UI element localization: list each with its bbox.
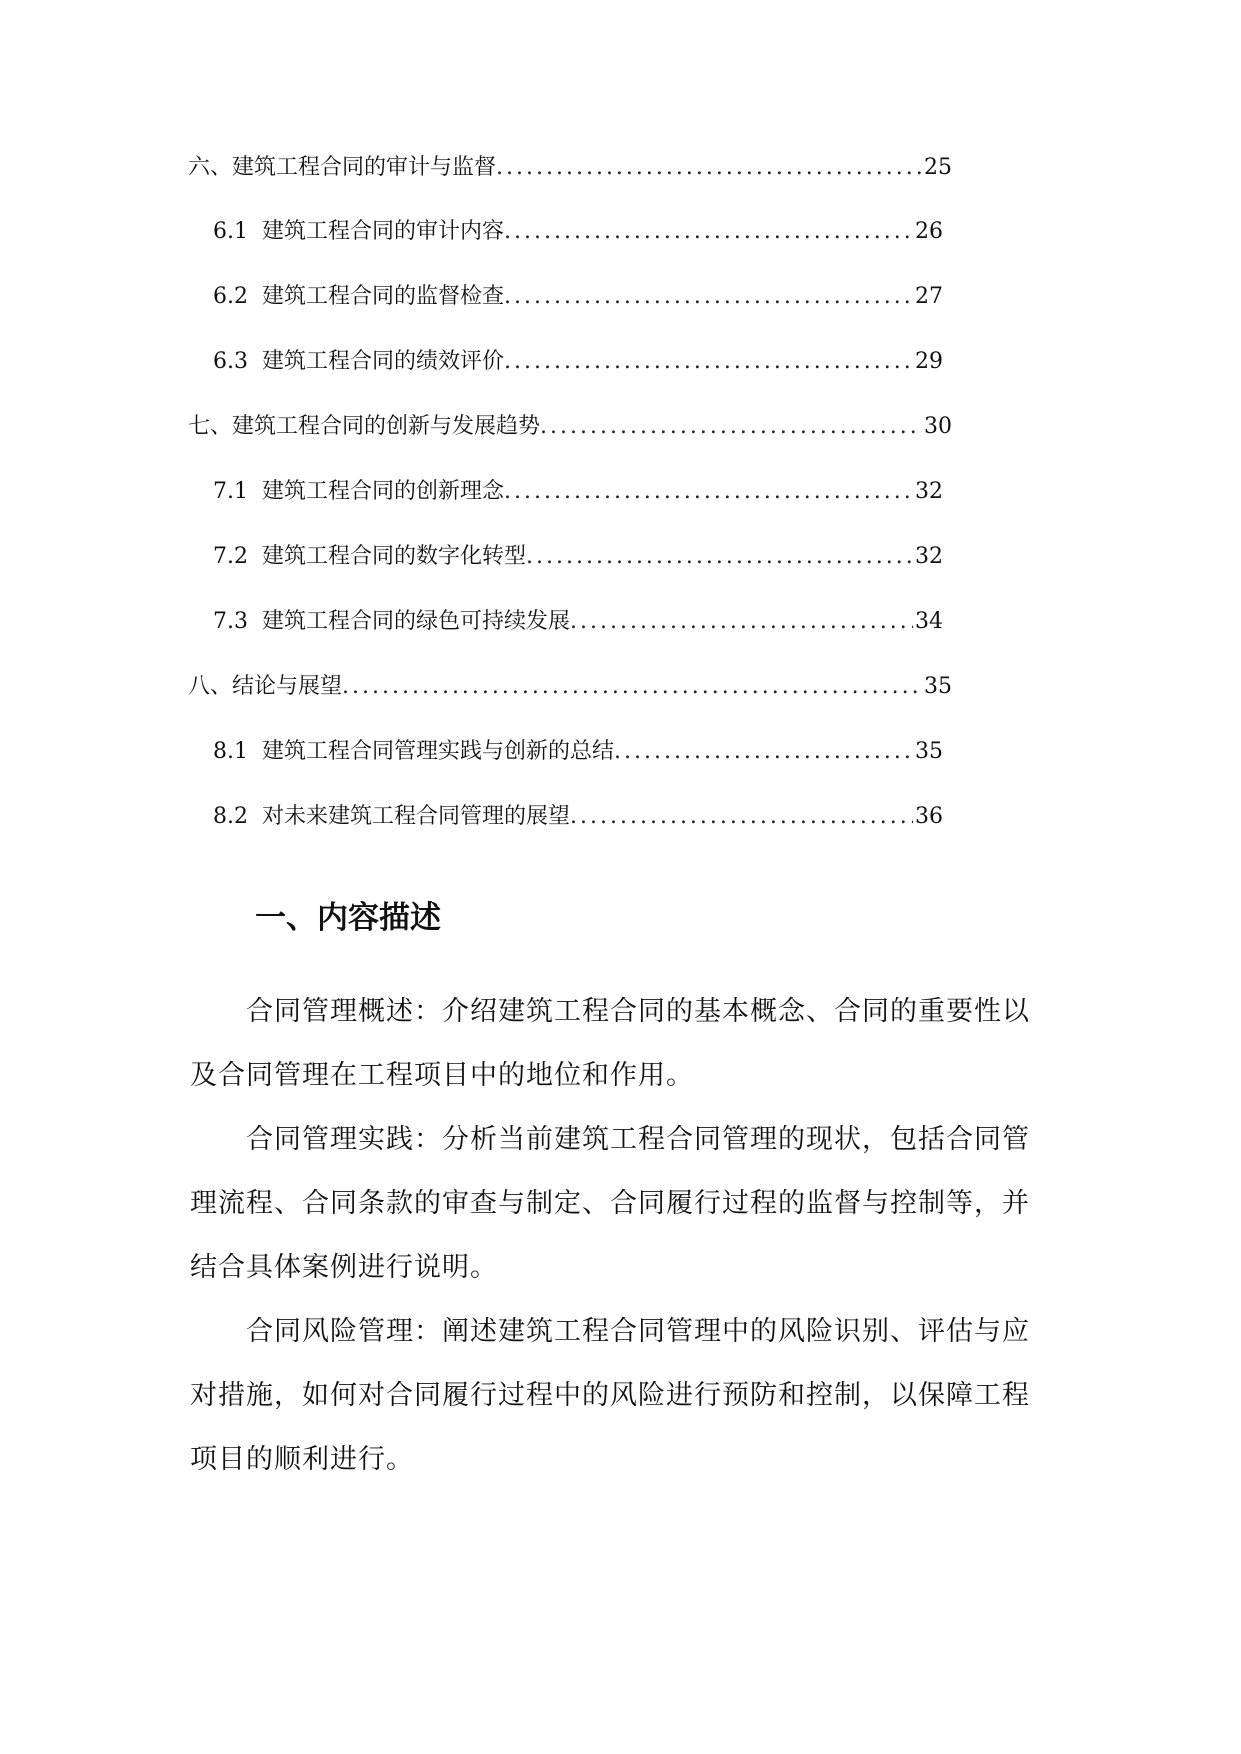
toc-page-number: 27 bbox=[915, 284, 943, 309]
toc-entry[interactable] bbox=[213, 477, 943, 507]
toc-entry-number: 8.2 bbox=[213, 804, 248, 829]
toc-entry-number: 7.1 bbox=[213, 479, 248, 504]
toc-dot-leader bbox=[504, 217, 913, 247]
toc-entry-title: 建筑工程合同的创新理念 bbox=[262, 479, 505, 504]
toc-entry[interactable] bbox=[213, 802, 943, 832]
toc-entry[interactable] bbox=[213, 542, 943, 572]
toc-entry-title: 建筑工程合同管理实践与创新的总结 bbox=[262, 739, 615, 764]
toc-entry-number: 7.3 bbox=[213, 609, 248, 634]
toc-entry-title: 七、建筑工程合同的创新与发展趋势 bbox=[188, 414, 541, 439]
toc-page-number: 29 bbox=[915, 349, 943, 374]
toc-dot-leader bbox=[526, 542, 913, 572]
toc-page-number: 25 bbox=[924, 155, 952, 180]
toc-dot-leader bbox=[570, 607, 913, 637]
toc-entry-number: 6.3 bbox=[213, 349, 248, 374]
toc-dot-leader bbox=[504, 282, 913, 312]
toc-entry[interactable] bbox=[188, 153, 952, 183]
section-body bbox=[190, 980, 1056, 1492]
toc-dot-leader bbox=[614, 737, 913, 767]
toc-entry-title: 建筑工程合同的监督检查 bbox=[262, 284, 505, 309]
toc-entry-title: 六、建筑工程合同的审计与监督 bbox=[188, 155, 497, 180]
toc-entry-number: 6.2 bbox=[213, 284, 248, 309]
toc-entry[interactable] bbox=[213, 217, 943, 247]
toc-page-number: 36 bbox=[915, 804, 943, 829]
toc-page-number: 32 bbox=[915, 544, 943, 569]
toc-entry-title: 建筑工程合同的绿色可持续发展 bbox=[262, 609, 571, 634]
toc-dot-leader bbox=[496, 153, 922, 183]
toc-page-number: 34 bbox=[915, 609, 943, 634]
toc-entry[interactable] bbox=[213, 607, 943, 637]
toc-entry-number: 8.1 bbox=[213, 739, 248, 764]
toc-page-number: 35 bbox=[924, 674, 952, 699]
toc-entry-title: 对未来建筑工程合同管理的展望 bbox=[262, 804, 571, 829]
toc-page-number: 30 bbox=[924, 414, 952, 439]
toc-dot-leader bbox=[504, 477, 913, 507]
toc-entry[interactable] bbox=[188, 672, 952, 702]
toc-page-number: 26 bbox=[915, 219, 943, 244]
toc-dot-leader bbox=[504, 347, 913, 377]
toc-entry-title: 八、结论与展望 bbox=[188, 674, 343, 699]
section-heading: 一、内容描述 bbox=[255, 900, 441, 936]
toc-page-number: 35 bbox=[915, 739, 943, 764]
toc-entry[interactable] bbox=[213, 282, 943, 312]
toc-entry-number: 7.2 bbox=[213, 544, 248, 569]
toc-entry-title: 建筑工程合同的绩效评价 bbox=[262, 349, 505, 374]
toc-entry[interactable] bbox=[213, 347, 943, 377]
toc-dot-leader bbox=[342, 672, 922, 702]
toc-page-number: 32 bbox=[915, 479, 943, 504]
toc-entry-number: 6.1 bbox=[213, 219, 248, 244]
paragraph: 合同风险管理：阐述建筑工程合同管理中的风险识别、评估与应对措施，如何对合同履行过程中的风险进行预防和控制，以保障工程项目的顺利进行。 bbox=[190, 1316, 1030, 1475]
toc-entry[interactable] bbox=[188, 412, 952, 442]
toc-entry[interactable] bbox=[213, 737, 943, 767]
toc-dot-leader bbox=[540, 412, 922, 442]
toc-entry-title: 建筑工程合同的审计内容 bbox=[262, 219, 505, 244]
paragraph: 合同管理概述：介绍建筑工程合同的基本概念、合同的重要性以及合同管理在工程项目中的地位和作用。 bbox=[190, 996, 1030, 1091]
toc-dot-leader bbox=[570, 802, 913, 832]
toc-entry-title: 建筑工程合同的数字化转型 bbox=[262, 544, 527, 569]
paragraph: 合同管理实践：分析当前建筑工程合同管理的现状，包括合同管理流程、合同条款的审查与制定、合同履行过程的监督与控制等，并结合具体案例进行说明。 bbox=[190, 1124, 1030, 1283]
